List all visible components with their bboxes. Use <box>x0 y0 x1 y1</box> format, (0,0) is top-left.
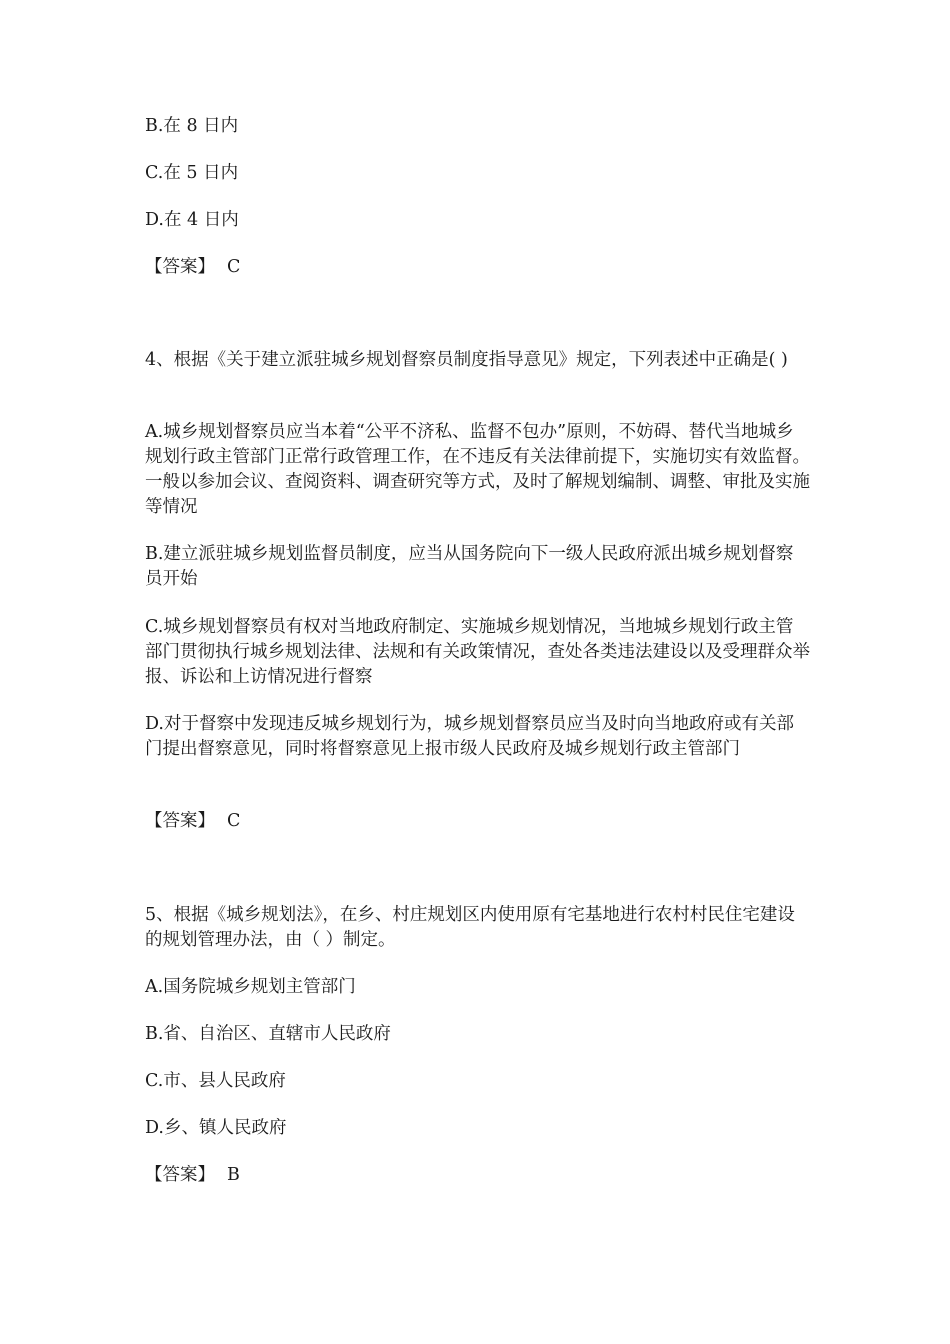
q4-option-b: B.建立派驻城乡规划监督员制度，应当从国务院向下一级人民政府派出城乡规划督察员开始 <box>145 544 794 589</box>
q4-answer-value: C <box>227 811 241 831</box>
q5-answer <box>145 1163 240 1188</box>
q3-answer <box>145 255 240 280</box>
q5-option-a: A.国务院城乡规划主管部门 <box>145 977 356 997</box>
q5-option-b: B.省、自治区、直辖市人民政府 <box>145 1024 391 1044</box>
q4-option-d: D.对于督察中发现违反城乡规划行为，城乡规划督察员应当及时向当地政府或有关部门提出督察意见，同时将督察意见上报市级人民政府及城乡规划行政主管部门 <box>145 714 794 759</box>
q3-answer-value: C <box>227 257 241 277</box>
q3-option-c: C.在 5 日内 <box>145 163 239 183</box>
q4-option-c: C.城乡规划督察员有权对当地政府制定、实施城乡规划情况，当地城乡规划行政主管部门贯彻执行城乡规划法律、法规和有关政策情况，查处各类违法建设以及受理群众举报、诉讼和上访情况进行督察 <box>145 617 810 687</box>
q5-answer-value: B <box>227 1165 240 1185</box>
q4-option-a: A.城乡规划督察员应当本着“公平不济私、监督不包办”原则，不妨碍、替代当地城乡规划行政主管部门正常行政管理工作，在不违反有关法律前提下，实施切实有效监督。一般以参加会议、查阅资料、调查研究等方式，及时了解规划编制、调整、审批及实施等情况 <box>145 422 810 517</box>
q4-answer <box>145 809 240 834</box>
q5-option-c: C.市、县人民政府 <box>145 1071 286 1091</box>
q5-answer-label: 【答案】 <box>145 1165 215 1185</box>
q4-answer-label: 【答案】 <box>145 811 215 831</box>
q4-stem: 4、根据《关于建立派驻城乡规划督察员制度指导意见》规定，下列表述中正确是( ) <box>145 350 788 370</box>
q5-option-d: D.乡、镇人民政府 <box>145 1118 287 1138</box>
q3-option-b: B.在 8 日内 <box>145 116 239 136</box>
q3-option-d: D.在 4 日内 <box>145 210 239 230</box>
q3-answer-label: 【答案】 <box>145 257 215 277</box>
q5-stem: 5、根据《城乡规划法》，在乡、村庄规划区内使用原有宅基地进行农村村民住宅建设的规划管理办法，由（ ）制定。 <box>145 905 795 950</box>
